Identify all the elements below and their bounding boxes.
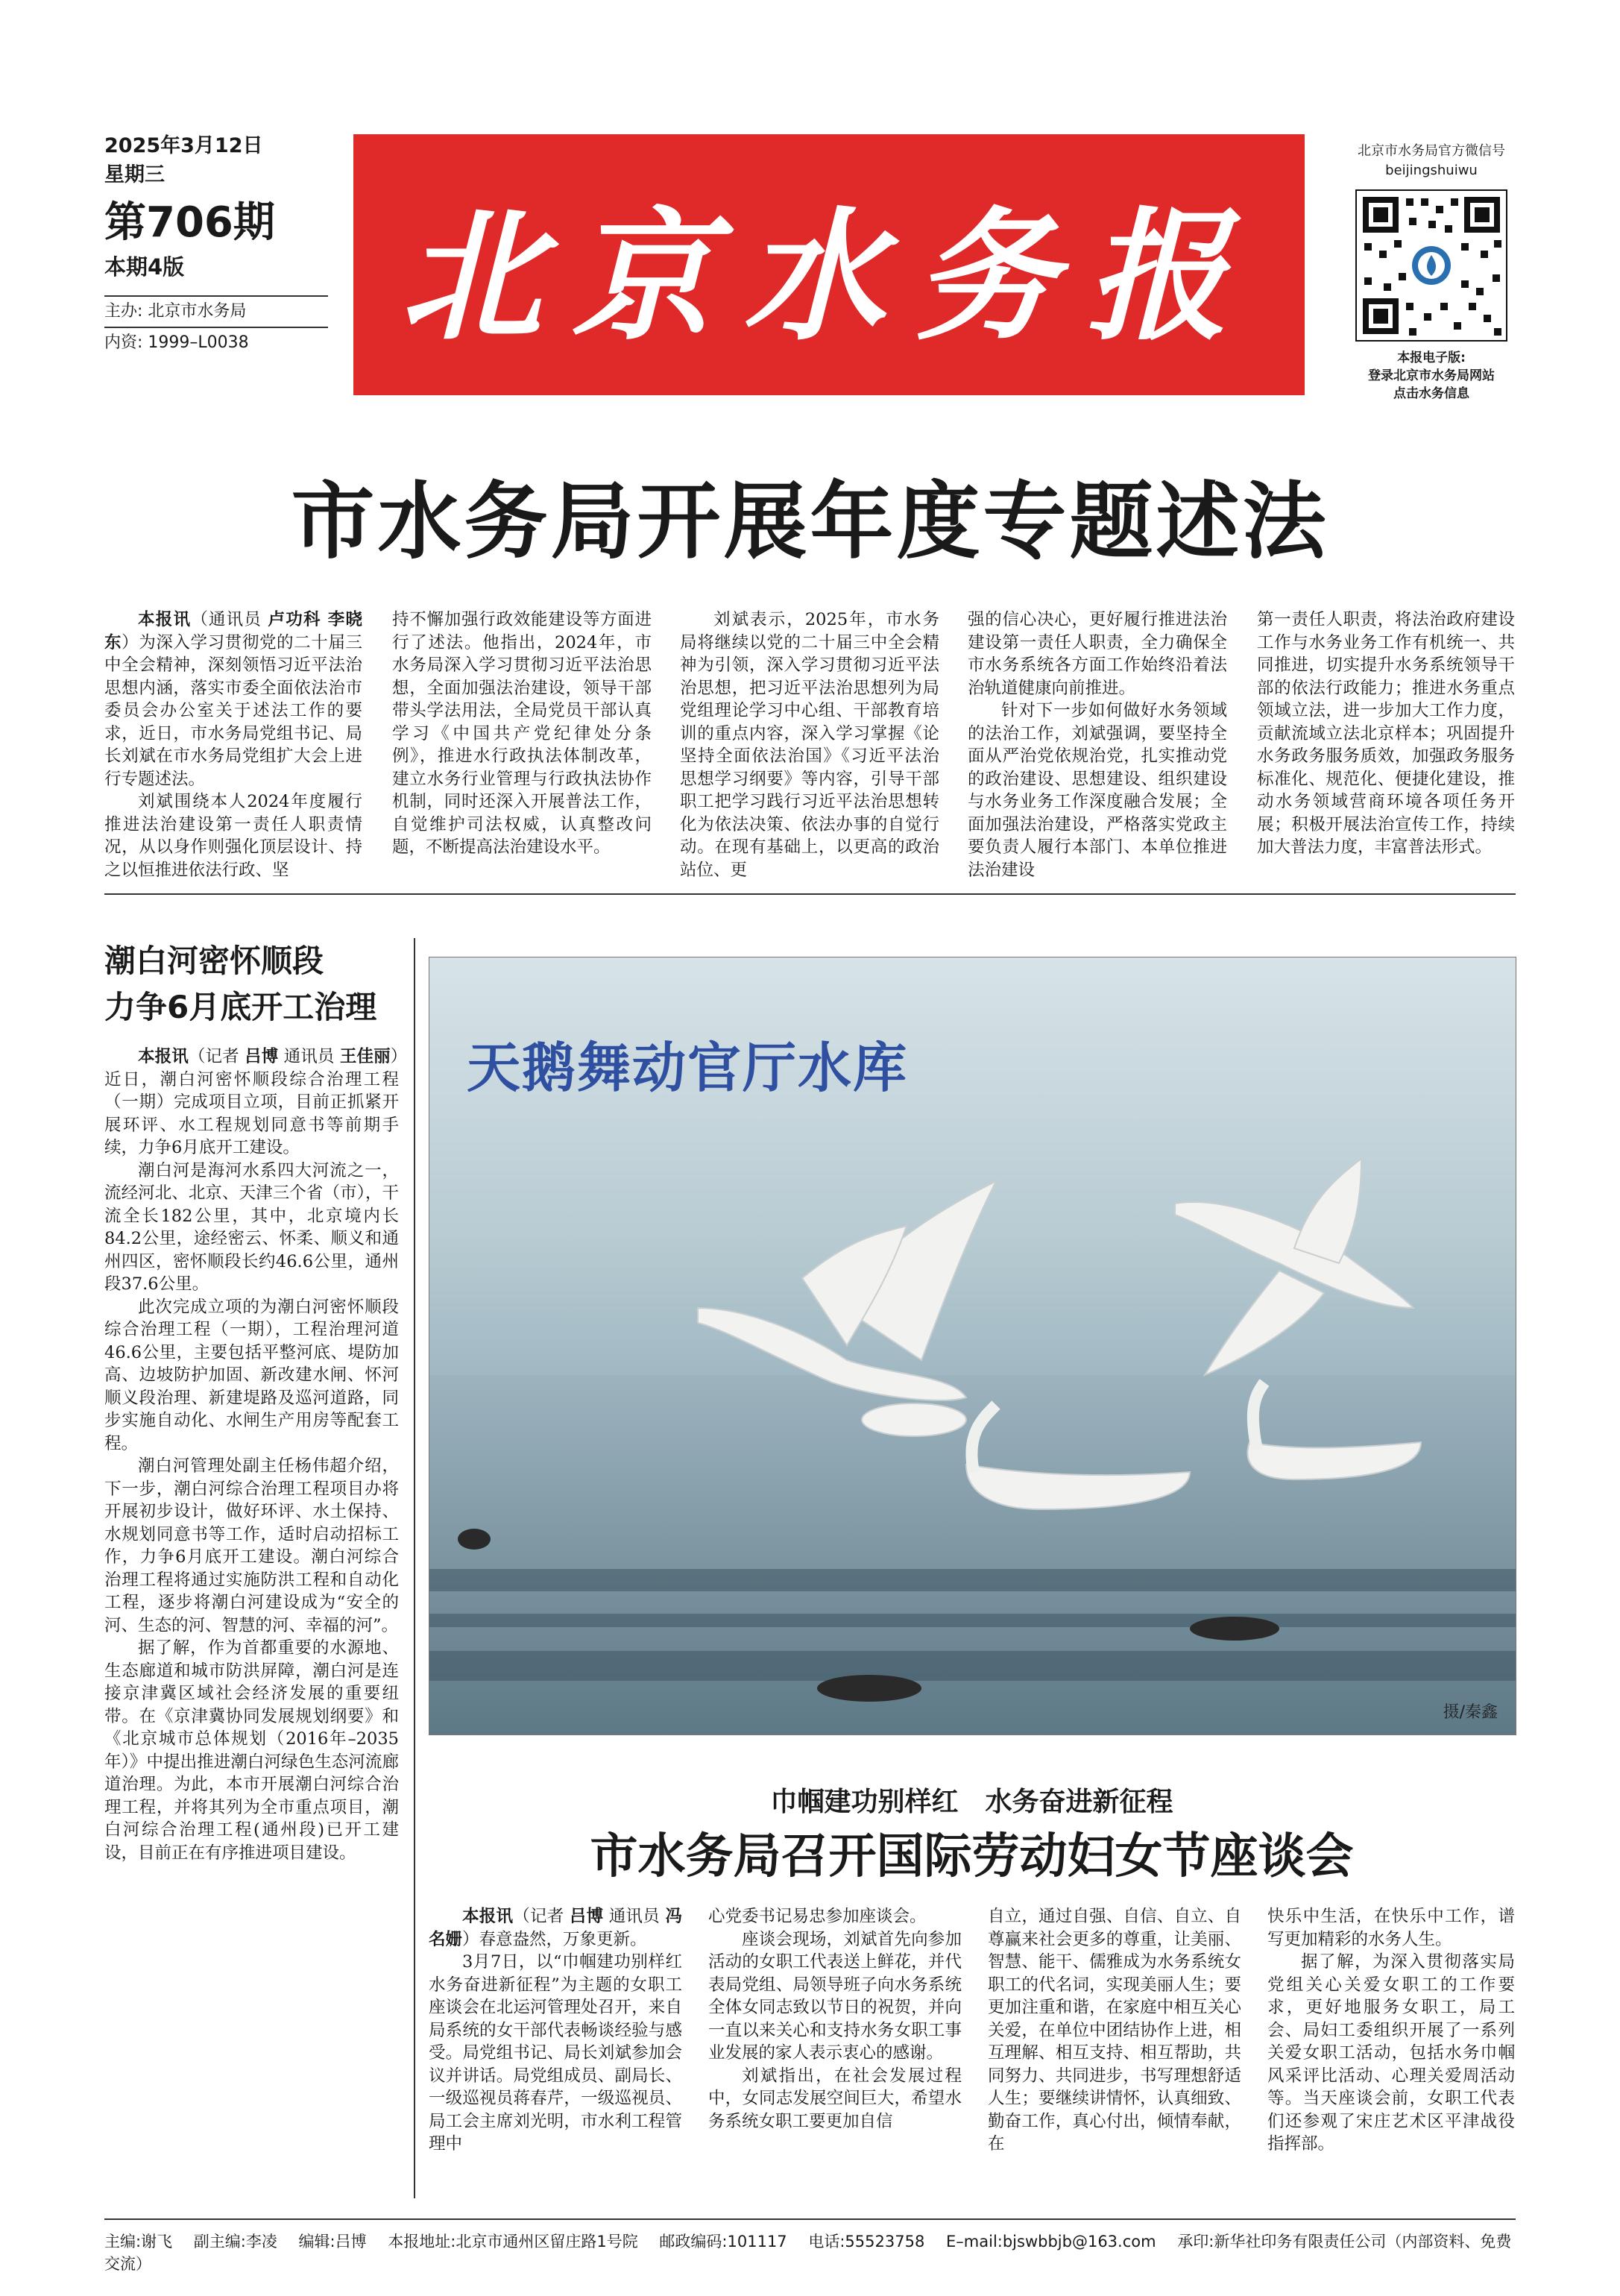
lead-headline: 市水务局开展年度专题述法 bbox=[291, 474, 1329, 570]
section-divider bbox=[104, 893, 1516, 895]
footer-editor: 编辑:吕博 bbox=[298, 2233, 367, 2251]
story2-kicker: 巾帼建功别样红 水务奋进新征程 bbox=[770, 1786, 1173, 1817]
lead-column-5: 第一责任人职责，将法治政府建设工作与水务业务工作有机统一、共同推进，切实提升水务系统领导干部的依法行政能力；推进水务重点领域立法，进一步加大工作力度，贡献流域立法北京样本；巩固提升水务政务服务质效，加强政务服务标准化、规范化、便捷化建设，推动水务领域营商环境各项任务开展；积极开展法治宣传工作，持续加大普法力度，丰富普法形式。 bbox=[1257, 610, 1515, 857]
byline: 本报讯 bbox=[462, 1907, 514, 1926]
masthead-info bbox=[104, 131, 343, 358]
side-body: 本报讯（记者 吕博 通讯员 王佳丽）近日，潮白河密怀顺段综合治理工程（一期）完成项目立项，目前正抓紧开展环评、水工程规划同意书等前期手续，力争6月底开工建设。 潮白河是海河水系四大河流之一，流经河北、北京、天津三个省（市），干流全长182公里，其中，北京境内长84.2公里，途经密云、怀柔、顺义和通州四区，密怀顺段长约46.6公里，通州段37.6公里。 此次完成立项的为潮白河密怀顺段综合治理工程（一期），工程治理河道46.6公里，主要包括平整河底、堤防加高、边坡防护加固、新改建水闸、怀河顺义段治理、新建堤路及巡河道路，同步实施自动化、水闸生产用房等配套工程。 潮白河管理处副主任杨伟超介绍，下一步，潮白河综合治理工程项目办将开展初步设计，做好环评、水土保持、水规划同意书等工作，适时启动招标工作，力争6月底开工建设。潮白河综合治理工程将通过实施防洪工程和自动化工程，逐步将潮白河建设成为“安全的河、生态的河、智慧的河、幸福的河”。 据了解，作为首都重要的水源地、生态廊道和城市防洪屏障，潮白河是连接京津冀区域社会经济发展的重要纽带。在《京津冀协同发展规划纲要》和《北京城市总体规划（2016年–2035年）》中提出推进潮白河绿色生态河流廊道治理。为此，本市开展潮白河综合治理工程，并将其列为全市重点项目，潮白河综合治理工程(通州段)已开工建设，目前正在有序推进项目建设。 bbox=[104, 1047, 399, 1863]
story2-column-1: 本报讯（记者 吕博 通讯员 冯名姗）春意盎然，万象更新。 3月7日，以“巾帼建功别样红 水务奋进新征程”为主题的女职工座谈会在北运河管理处召开，来自局系统的女干部代表畅谈经验与感受。局党组书记、局长刘斌参加会议并讲话。局党组成员、副局长、一级巡视员蒋春芹，一级巡视员、局工会主席刘光明，市水利工程管理中 bbox=[429, 1907, 682, 2154]
swan-photo bbox=[429, 957, 1516, 1735]
side-story bbox=[104, 938, 399, 1864]
reporter-names: 卢功科 李晓东 bbox=[104, 610, 362, 652]
qr-code-icon[interactable] bbox=[1355, 189, 1507, 342]
internal-id: 内资: 1999–L0038 bbox=[104, 333, 249, 352]
issue-date: 2025年3月12日 bbox=[104, 134, 263, 157]
issue-number: 第706期 bbox=[104, 198, 275, 247]
byline: 本报讯 bbox=[138, 610, 192, 629]
footer-chief-editor: 主编:谢飞 bbox=[104, 2233, 173, 2251]
lead-column-2: 持不懈加强行政效能建设等方面进行了述法。他指出，2024年，市水务局深入学习贯彻习近平法治思想，全面加强法治建设，领导干部带头学法用法，全局党员干部认真学习《中国共产党纪律处分条例》，推进水行政执法体制改革，建立水务行业管理与行政执法协作机制，同时还深入开展普法工作，自觉维护司法权威，认真整改问题，不断提高法治建设水平。 bbox=[392, 610, 652, 857]
epaper-label: 本报电子版: bbox=[1397, 350, 1466, 365]
footer-address: 本报地址:北京市通州区留庄路1号院 bbox=[388, 2233, 638, 2251]
photo-title: 天鹅舞动官厅水库 bbox=[467, 1037, 909, 1099]
lead-column-3: 刘斌表示，2025年，市水务局将继续以党的二十届三中全会精神为引领，深入学习贯彻习近平法治思想，把习近平法治思想列为局党组理论学习中心组、干部教育培训的重点内容，深入学习掌握《论坚持全面依法治国》《习近平法治思想学习纲要》等内容，引导干部职工把学习践行习近平法治思想转化为依法决策、依法办事的自觉行动。在现有基础上，以更高的政治站位、更 bbox=[680, 610, 939, 880]
sponsor: 主办: 北京市水务局 bbox=[104, 302, 247, 321]
footer-postcode: 邮政编码:101117 bbox=[659, 2233, 787, 2251]
story2-column-2: 心党委书记易忠参加座谈会。 座谈会现场，刘斌首先向参加活动的女职工代表送上鲜花，并代表局党组、局领导班子向水务系统全体女同志致以节日的祝贺，并向一直以来关心和支持水务女职工事业发展的家人表示衷心的感谢。 刘斌指出，在社会发展过程中，女同志发展空间巨大，希望水务系统女职工要更加自信 bbox=[708, 1907, 962, 2131]
footer-printer: 承印:新华社印务有限责任公司（内部资料、免费交流） bbox=[104, 2233, 1512, 2273]
byline: 本报讯 bbox=[138, 1047, 189, 1066]
wechat-label: 北京市水务局官方微信号 bbox=[1358, 143, 1505, 159]
lead-column-1: 本报讯（通讯员 卢功科 李晓东）为深入学习贯彻党的二十届三中全会精神，深刻领悟习近平法治思想内涵，落实市委全面依法治市委员会办公室关于述法工作的要求，近日，市水务局党组书记、局长刘斌在市水务局党组扩大会上进行专题述法。 刘斌围绕本人2024年度履行推进法治建设第一责任人职责情况，从以身作则强化顶层设计、持之以恒推进依法行政、坚 bbox=[104, 610, 362, 880]
footer-email[interactable]: E–mail:bjswbbjb@163.com bbox=[946, 2233, 1156, 2251]
epaper-hint: 点击水务信息 bbox=[1393, 386, 1469, 401]
photo-credit: 摄/秦鑫 bbox=[1443, 1703, 1498, 1722]
column-divider bbox=[414, 938, 415, 2198]
wechat-block bbox=[1327, 142, 1536, 403]
lead-column-4: 强的信心决心，更好履行推进法治建设第一责任人职责，全力确保全市水务系统各方面工作始终沿着法治轨道健康向前推进。 针对下一步如何做好水务领域的法治工作，刘斌强调，要坚持全面从严治党依规治党，扎实推动党的政治建设、思想建设、组织建设与水务业务工作深度融合发展；全面加强法治建设，严格落实党政主要负责人履行本部门、本单位推进法治建设 bbox=[968, 610, 1227, 880]
story2-column-3: 自立，通过自强、自信、自立、自尊赢来社会更多的尊重，让美丽、智慧、能干、儒雅成为水务系统女职工的代名词，实现美丽人生；要更加注重和谐，在家庭中相互关心关爱，在单位中团结协作上进，相互理解、相互支持、相互帮助，共同努力、共同进步，书写理想舒适人生；要继续讲情怀，认真细致、勤奋工作，真心付出，倾情奉献，在 bbox=[988, 1907, 1241, 2154]
epaper-hint: 登录北京市水务局网站 bbox=[1368, 368, 1495, 383]
issue-pages: 本期4版 bbox=[104, 254, 185, 280]
story2-headline: 市水务局召开国际劳动妇女节座谈会 bbox=[590, 1829, 1354, 1884]
side-headline: 力争6月底开工治理 bbox=[104, 989, 377, 1025]
story2-column-4: 快乐中生活，在快乐中工作，谱写更加精彩的水务人生。 据了解，为深入贯彻落实局党组关心关爱女职工的工作要求，更好地服务女职工，局工会、局妇工委组织开展了一系列关爱女职工活动，包括水务巾帼风采评比活动、心理关爱周活动等。当天座谈会前，女职工代表们还参观了宋庄艺术区平津战役指挥部。 bbox=[1267, 1907, 1515, 2154]
wechat-id: beijingshuiwu bbox=[1385, 163, 1478, 178]
issue-weekday: 星期三 bbox=[104, 163, 165, 186]
newspaper-title: 北京水务报 bbox=[400, 192, 1258, 359]
footer-deputy-editor: 副主编:李凌 bbox=[193, 2233, 277, 2251]
footer-phone: 电话:55523758 bbox=[808, 2233, 925, 2251]
footer bbox=[104, 2230, 1516, 2274]
side-headline: 潮白河密怀顺段 bbox=[104, 943, 324, 979]
masthead-banner bbox=[353, 134, 1305, 395]
footer-divider bbox=[104, 2218, 1516, 2220]
